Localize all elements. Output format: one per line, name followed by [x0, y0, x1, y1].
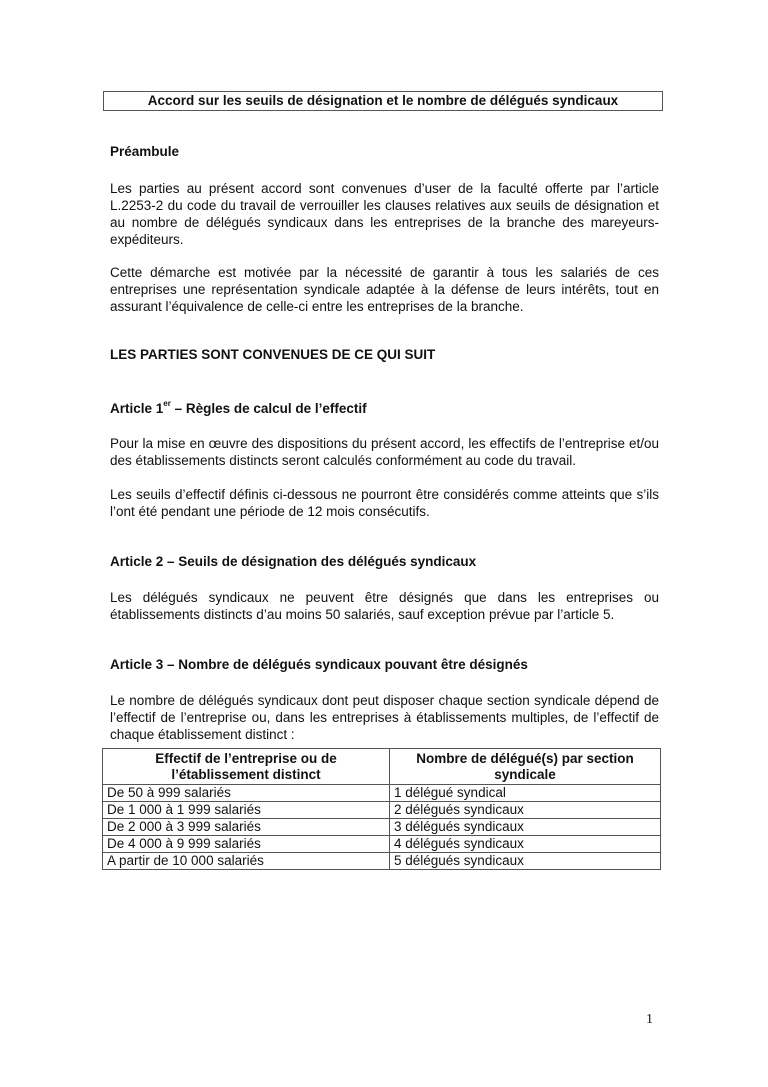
table-row [103, 785, 661, 802]
article-1-paragraph-2: Les seuils d’effectif définis ci-dessous ne pourront être considérés comme atteints que s’ils l’ont été pendant une période de 12 mois consécutifs. [110, 487, 659, 519]
page-number: 1 [646, 1012, 653, 1027]
preamble-paragraph-2: Cette démarche est motivée par la nécessité de garantir à tous les salariés de ces entreprises une représentation syndicale adaptée à la défense de leurs intérêts, tout en assurant l’équivalence de celle-ci entre les entreprises de la branche. [110, 265, 659, 314]
table-cell-workforce: De 1 000 à 1 999 salariés [103, 802, 390, 819]
table-row [103, 836, 661, 853]
article-3-heading: Article 3 – Nombre de délégués syndicaux pouvant être désignés [110, 657, 528, 672]
table-cell-delegates: 1 délégué syndical [390, 785, 661, 802]
table-cell-workforce: De 4 000 à 9 999 salariés [103, 836, 390, 853]
table-header-workforce: Effectif de l’entreprise ou de l’établissement distinct [103, 749, 390, 785]
table-cell-delegates: 4 délégués syndicaux [390, 836, 661, 853]
agreement-heading: LES PARTIES SONT CONVENUES DE CE QUI SUIT [110, 347, 436, 362]
article-2-paragraph-1: Les délégués syndicaux ne peuvent être désignés que dans les entreprises ou établissements distincts d’au moins 50 salariés, sauf exception prévue par l’article 5. [110, 590, 659, 622]
table-cell-workforce: De 2 000 à 3 999 salariés [103, 819, 390, 836]
table-cell-workforce: De 50 à 999 salariés [103, 785, 390, 802]
article-2-heading: Article 2 – Seuils de désignation des délégués syndicaux [110, 554, 477, 569]
article-1-heading-sup: er [163, 399, 171, 408]
article-1-heading-rest: – Règles de calcul de l’effectif [170, 401, 367, 416]
table-cell-delegates: 3 délégués syndicaux [390, 819, 661, 836]
document-title: Accord sur les seuils de désignation et le nombre de délégués syndicaux [103, 91, 663, 111]
table-row [103, 853, 661, 870]
table-row [103, 819, 661, 836]
article-3-paragraph-1: Le nombre de délégués syndicaux dont peut disposer chaque section syndicale dépend de l’effectif de l’entreprise ou, dans les entreprises à établissements multiples, de l’effectif de chaque établissement distinct : [110, 693, 659, 742]
table-cell-workforce: A partir de 10 000 salariés [103, 853, 390, 870]
article-1-heading [110, 400, 659, 417]
preamble-paragraph-1: Les parties au présent accord sont convenues d’user de la faculté offerte par l’article L.2253-2 du code du travail de verrouiller les clauses relatives aux seuils de désignation et au nombre de délégués syndicaux dans les entreprises de la branche des mareyeurs-expéditeurs. [110, 181, 659, 247]
article-1-heading-prefix: Article 1 [110, 401, 164, 416]
delegates-table [102, 748, 661, 870]
table-row [103, 802, 661, 819]
table-header-row [103, 749, 661, 785]
table-cell-delegates: 5 délégués syndicaux [390, 853, 661, 870]
table-cell-delegates: 2 délégués syndicaux [390, 802, 661, 819]
table-header-delegates: Nombre de délégué(s) par section syndicale [390, 749, 661, 785]
preamble-heading: Préambule [110, 144, 180, 159]
article-1-paragraph-1: Pour la mise en œuvre des dispositions du présent accord, les effectifs de l’entreprise et/ou des établissements distincts seront calculés conformément au code du travail. [110, 436, 659, 468]
